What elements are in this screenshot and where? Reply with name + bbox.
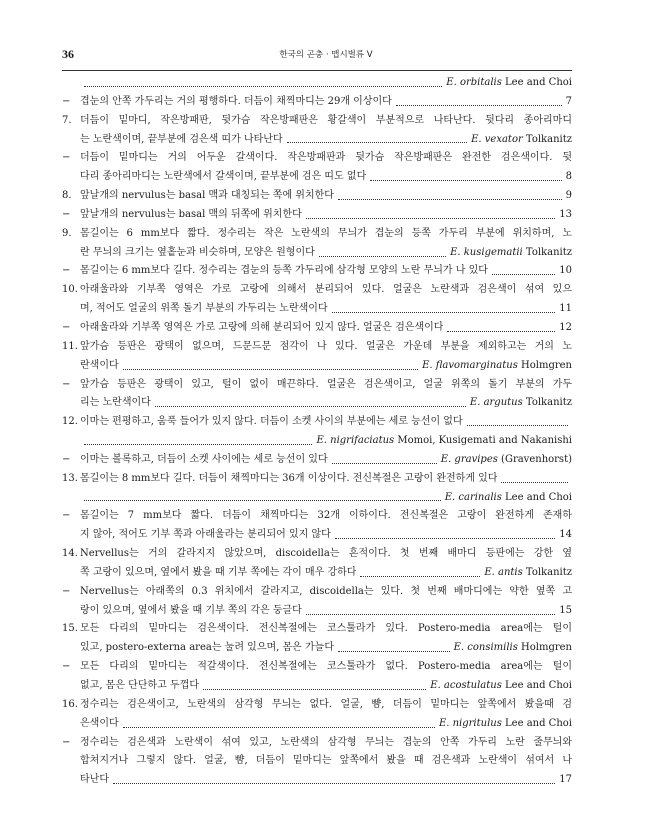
key-text: 이마는 편평하고, 움푹 들어가 있지 않다. 더듬이 소켓 사이의 부분에는 세로 능선이 없다 <box>80 416 463 428</box>
leader-dots <box>447 331 555 332</box>
species-name: E. consimilis <box>453 642 518 654</box>
key-text: Nervellus는 아래쪽의 0.3 위치에서 갈라지고, discoidella는 있다. 첫 번째 배마디에는 약한 옆쪽 고 <box>80 585 572 597</box>
leader-dots <box>84 500 441 501</box>
key-line <box>62 225 572 244</box>
key-line <box>62 206 572 225</box>
header-rule <box>62 70 572 71</box>
species-author: Lee and Choi <box>501 717 572 729</box>
key-line <box>62 112 572 131</box>
key-line <box>62 752 572 771</box>
key-text: 앞가슴 등판은 광택이 없으며, 드문드문 점각이 나 있다. 얼굴은 가운데 부분을 제외하고는 거의 노 <box>80 340 572 352</box>
leader-dots <box>370 180 561 181</box>
key-result <box>559 300 572 319</box>
couplet-reference: 12 <box>559 321 572 333</box>
key-line <box>62 74 572 93</box>
key-text: 정수리는 검은색이고, 노란색의 삼각형 무늬는 없다. 얼굴, 뺨, 더듬이 밑마디는 앞쪽에서 봤을때 검 <box>80 698 572 710</box>
key-line <box>62 545 572 564</box>
key-text: 더듬이 밑마디는 거의 어두운 갈색이다. 작은방패판과 뒷가슴 작은방패판은 완전한 검은색이다. 뒷 <box>80 152 572 164</box>
running-header: 한국의 곤충 · 맵시벌류 V <box>279 50 373 60</box>
key-text: 모든 다리의 밑마디는 검은색이다. 전신복절에는 코스툴라가 있다. Postero-media area에는 털이 <box>80 623 572 635</box>
key-result <box>430 677 572 696</box>
key-line <box>62 771 572 790</box>
leader-dots <box>155 406 466 407</box>
key-line <box>62 734 572 753</box>
key-text: 란 무늬의 크기는 옆홑눈과 비슷하며, 모양은 원형이다 <box>80 246 315 258</box>
leader-dots <box>123 727 435 728</box>
couplet-marker: − <box>62 152 71 164</box>
couplet-marker: 12. <box>62 416 78 428</box>
key-line <box>62 489 572 508</box>
leader-dots <box>123 369 418 370</box>
couplet-marker: − <box>62 208 71 220</box>
key-text: 앞가슴 등판은 광택이 있고, 털이 없이 매끈하다. 얼굴은 검은색이고, 얼굴 위쪽의 돌기 부분의 가두 <box>80 378 572 390</box>
couplet-marker: − <box>62 95 71 107</box>
species-author: Lee and Choi <box>501 77 572 88</box>
key-result <box>422 357 572 376</box>
leader-dots <box>306 614 555 615</box>
key-result <box>559 602 572 621</box>
key-result <box>566 187 572 206</box>
key-line <box>62 244 572 263</box>
species-name: E. gravipes <box>440 453 498 465</box>
species-author: Tolkanitz <box>522 246 572 258</box>
species-author: (Gravenhorst) <box>497 453 572 465</box>
species-author: Holmgren <box>517 359 572 371</box>
key-result <box>439 715 572 734</box>
key-text: 은색이다 <box>80 717 119 729</box>
key-text: 리는 노란색이다 <box>80 397 151 409</box>
key-text: 쪽 고랑이 있으며, 옆에서 봤을 때 기부 쪽에는 각이 매우 강하다 <box>80 566 357 578</box>
key-text: 란색이다 <box>80 359 119 371</box>
leader-dots <box>467 425 568 426</box>
key-line <box>62 93 572 112</box>
key-text: 정수리는 검은색과 노란색이 섞여 있고, 노란색의 삼각형 무늬는 겹눈의 안쪽 가두리 노란 줄무늬와 <box>80 736 572 748</box>
key-line <box>62 602 572 621</box>
couplet-marker: 15. <box>62 623 78 635</box>
key-text: 몸길이는 7 mm보다 짧다. 더듬이 채찍마디는 32개 이하이다. 전신복절은 고랑이 완전하게 존재하 <box>80 510 572 522</box>
key-result <box>446 74 572 93</box>
key-line <box>62 394 572 413</box>
species-author: Holmgren <box>517 642 572 654</box>
couplet-marker: 14. <box>62 548 78 560</box>
key-result <box>471 131 572 150</box>
key-text: 몸길이는 8 mm보다 길다. 더듬이 채찍마디는 36개 이상이다. 전신복절은 고랑이 완전하게 있다 <box>80 472 498 484</box>
leader-dots <box>396 105 562 106</box>
key-line <box>62 376 572 395</box>
key-text: Nervellus는 거의 갈라지지 않았으며, discoidella는 흔적이다. 첫 번째 배마디 등판에는 강한 옆 <box>80 548 572 560</box>
key-result <box>484 564 572 583</box>
couplet-reference: 17 <box>559 774 572 786</box>
key-line <box>62 187 572 206</box>
key-text: 겹눈의 안쪽 가두리는 거의 평행하다. 더듬이 채찍마디는 29개 이상이다 <box>80 95 392 107</box>
species-name: E. carinalis <box>444 491 502 503</box>
couplet-reference: 13 <box>559 208 572 220</box>
couplet-reference: 9 <box>565 190 572 202</box>
couplet-reference: 8 <box>565 171 572 183</box>
key-text: 합쳐지거나 그렇지 않다. 얼굴, 뺨, 더듬이 밑마디는 앞쪽에서 봤을 때 검은색과 노란색이 섞여서 나 <box>80 755 572 767</box>
key-text: 앞날개의 nervulus는 basal 맥과 대칭되는 쪽에 위치한다 <box>80 190 334 202</box>
leader-dots <box>113 783 555 784</box>
key-line <box>62 715 572 734</box>
key-result <box>559 262 572 281</box>
couplet-marker: − <box>62 378 71 390</box>
leader-dots <box>84 444 312 445</box>
couplet-marker: − <box>62 453 71 465</box>
species-author: Tolkanitz <box>522 397 572 409</box>
couplet-marker: − <box>62 510 71 522</box>
key-line <box>62 300 572 319</box>
page-number: 36 <box>62 47 74 61</box>
key-text: 이마는 볼록하고, 더듬이 소켓 사이에는 세로 능선이 있다 <box>80 453 328 465</box>
key-result <box>441 451 572 470</box>
species-name: E. acostulatus <box>430 680 502 691</box>
key-line <box>62 639 572 658</box>
key-line <box>62 507 572 526</box>
key-line <box>62 413 572 432</box>
key-line <box>62 131 572 150</box>
species-author: Tolkanitz <box>522 133 572 145</box>
key-result <box>445 489 572 508</box>
key-text: 아래울라와 기부쪽 영역은 가로 고랑에 의해 분리되어 있지 않다. 얼굴은 검은색이다 <box>80 321 444 333</box>
key-text: 모든 다리의 밑마디는 적갈색이다. 전신복절에는 코스툴라가 없다. Postero-media area에는 털이 <box>80 661 572 673</box>
key-text: 며, 적어도 얼굴의 위쪽 돌기 부분의 가두리는 노란색이다 <box>80 303 328 315</box>
couplet-marker: 7. <box>62 114 72 126</box>
leader-dots <box>84 86 442 87</box>
key-line <box>62 470 572 489</box>
key-text: 지 않아, 적어도 기부 쪽과 아래울라는 분리되어 있지 않다 <box>80 529 331 541</box>
key-line <box>62 620 572 639</box>
key-result <box>566 168 572 187</box>
leader-dots <box>492 274 555 275</box>
key-line <box>62 677 572 696</box>
identification-key <box>62 74 572 790</box>
key-result <box>566 93 572 112</box>
leader-dots <box>332 463 437 464</box>
leader-dots <box>360 576 480 577</box>
key-line <box>62 451 572 470</box>
couplet-marker: − <box>62 585 71 597</box>
couplet-marker: 16. <box>62 698 78 710</box>
leader-dots <box>332 312 556 313</box>
key-text: 랑이 있으며, 옆에서 봤을 때 기부 쪽의 각은 둥글다 <box>80 604 302 616</box>
key-text: 는 노란색이며, 끝부분에 검은색 띠가 나타난다 <box>80 133 283 145</box>
couplet-reference: 7 <box>565 95 572 107</box>
key-line <box>62 583 572 602</box>
key-result <box>316 432 572 451</box>
key-line <box>62 319 572 338</box>
couplet-marker: 11. <box>62 340 78 352</box>
species-name: E. argutus <box>469 397 523 409</box>
couplet-reference: 11 <box>559 303 572 315</box>
couplet-marker: − <box>62 661 71 673</box>
species-name: E. vexator <box>471 133 523 145</box>
key-text: 앞날개의 nervulus는 basal 맥의 뒤쪽에 위치한다 <box>80 208 302 220</box>
key-text: 아래울라와 기부쪽 영역은 가로 고랑에 의해서 분리되어 있다. 얼굴은 노란색과 검은색이 섞여 있으 <box>80 284 572 296</box>
key-text: 다리 종아리마디는 노란색에서 갈색이며, 끝부분에 검은 띠도 없다 <box>80 171 367 183</box>
species-name: E. antis <box>484 566 523 578</box>
key-result <box>559 206 572 225</box>
leader-dots <box>338 651 450 652</box>
key-result <box>559 526 572 545</box>
couplet-reference: 14 <box>559 529 572 541</box>
leader-dots <box>287 142 467 143</box>
key-line <box>62 432 572 451</box>
key-text: 몸길이는 6 mm보다 짧다. 정수리는 작은 노란색의 무늬가 겹눈의 등쪽 가두리 부분에 위치하며, 노 <box>80 227 572 239</box>
couplet-marker: 8. <box>62 190 72 202</box>
key-text: 없고, 몸은 단단하고 두껍다 <box>80 680 199 691</box>
leader-dots <box>335 538 555 539</box>
key-result <box>470 394 572 413</box>
leader-dots <box>501 482 568 483</box>
key-line <box>62 357 572 376</box>
key-text: 있고, postero-externa area는 눌려 있으며, 몸은 가늘다 <box>80 642 334 654</box>
key-result <box>454 639 572 658</box>
key-line <box>62 696 572 715</box>
key-line <box>62 338 572 357</box>
species-name: E. nigritulus <box>438 717 502 729</box>
key-line <box>62 262 572 281</box>
leader-dots <box>203 689 426 690</box>
key-line <box>62 526 572 545</box>
key-result <box>559 319 572 338</box>
species-author: Tolkanitz <box>522 566 572 578</box>
couplet-marker: − <box>62 736 71 748</box>
key-line <box>62 281 572 300</box>
leader-dots <box>319 256 446 257</box>
key-line <box>62 658 572 677</box>
species-author: Lee and Choi <box>501 491 572 503</box>
leader-dots <box>306 218 555 219</box>
key-text: 몸길이는 6 mm보다 길다. 정수리는 겹눈의 등쪽 가두리에 삼각형 모양의 노란 무늬가 나 있다 <box>80 265 488 277</box>
species-author: Lee and Choi <box>501 680 572 691</box>
couplet-marker: − <box>62 321 71 333</box>
couplet-reference: 15 <box>559 604 572 616</box>
leader-dots <box>338 199 562 200</box>
key-text: 타난다 <box>80 774 109 786</box>
species-author: Momoi, Kusigemati and Nakanishi <box>394 435 572 447</box>
species-name: E. flavomarginatus <box>422 359 518 371</box>
couplet-marker: 13. <box>62 472 78 484</box>
couplet-marker: 10. <box>62 284 78 296</box>
species-name: E. nigrifaciatus <box>316 435 395 447</box>
couplet-marker: 9. <box>62 227 72 239</box>
couplet-marker: − <box>62 265 71 277</box>
key-line <box>62 564 572 583</box>
species-name: E. kusigematii <box>450 246 523 258</box>
couplet-reference: 10 <box>559 265 572 277</box>
key-line <box>62 168 572 187</box>
key-line <box>62 149 572 168</box>
species-name: E. orbitalis <box>446 77 502 88</box>
key-result <box>559 771 572 790</box>
key-result <box>450 244 572 263</box>
key-text: 더듬이 밑마디, 작은방패판, 뒷가슴 작은방패판은 황갈색이 부분적으로 나타난다. 뒷다리 종아리마디 <box>80 114 572 126</box>
